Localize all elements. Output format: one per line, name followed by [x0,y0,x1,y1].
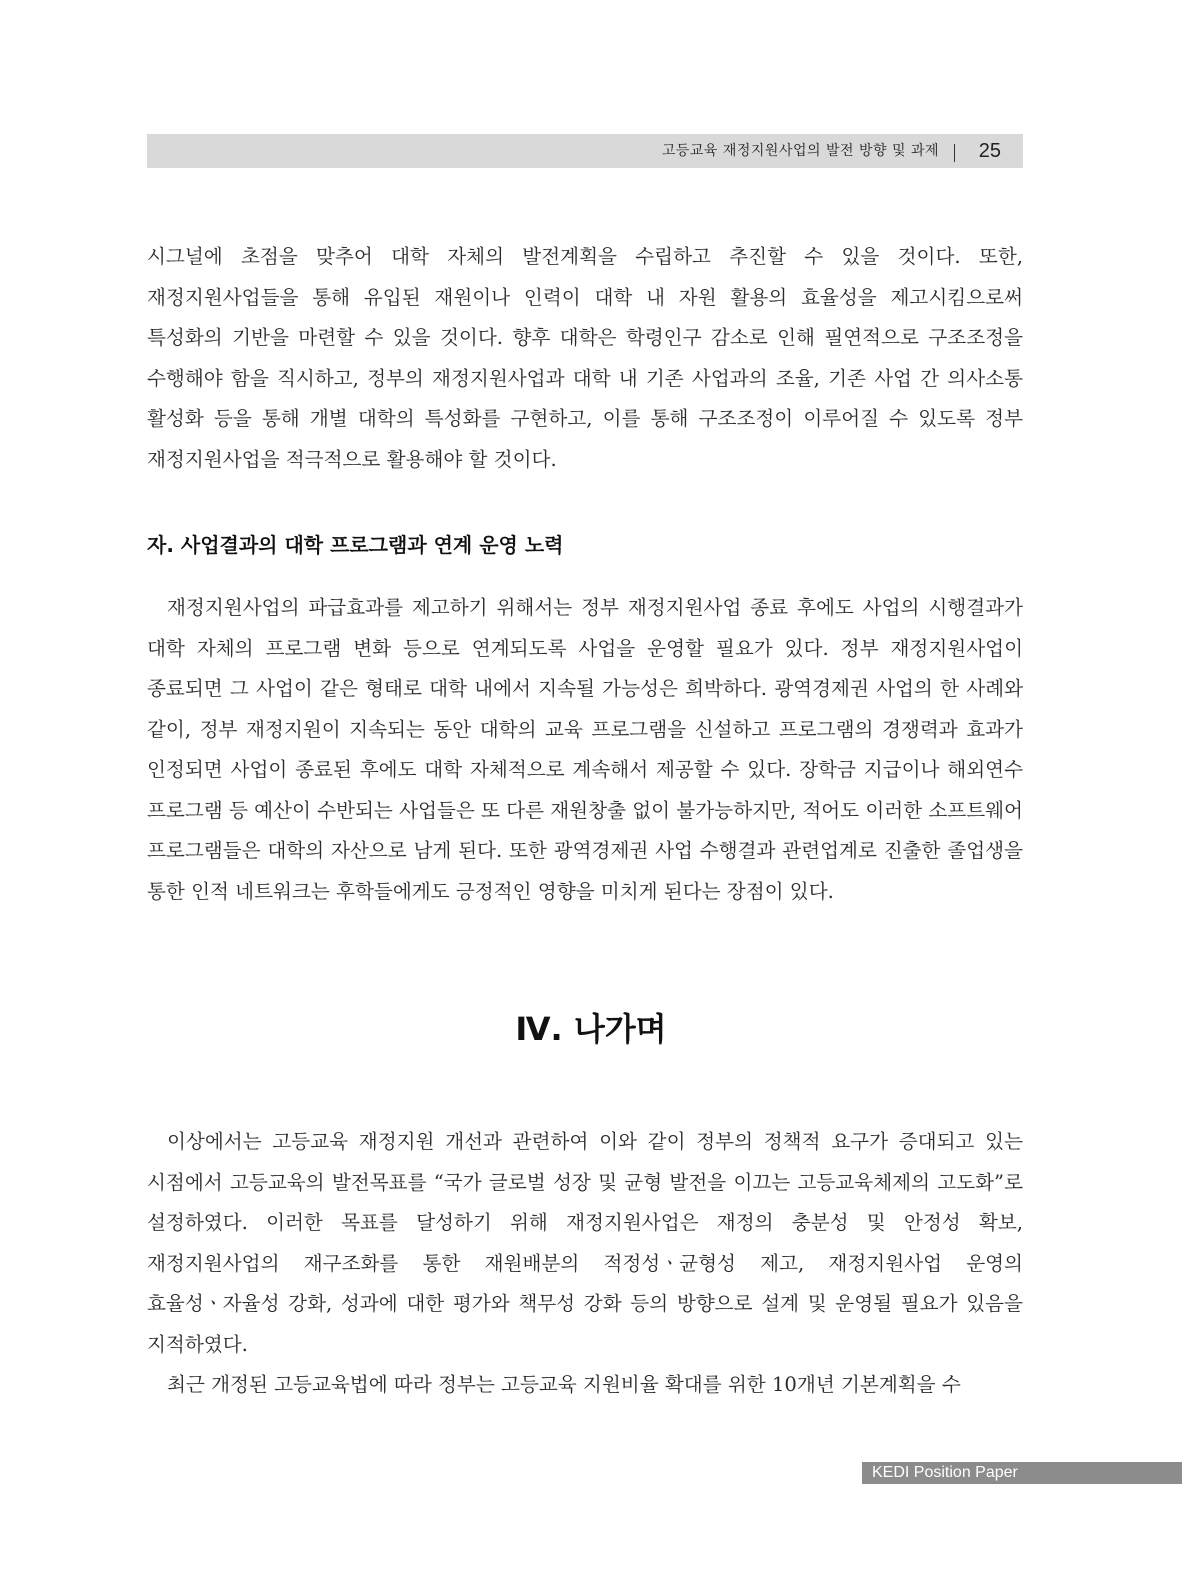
header-divider [954,144,955,162]
subsection-heading: 자. 사업결과의 대학 프로그램과 연계 운영 노력 [147,533,564,557]
body-block-3 [147,1122,1023,1406]
running-header [147,134,1023,168]
footer-band [862,1462,1182,1484]
body-block-2 [147,588,1023,912]
running-title: 고등교육 재정지원사업의 발전 방향 및 과제 [661,143,939,159]
paragraph-2: 재정지원사업의 파급효과를 제고하기 위해서는 정부 재정지원사업 종료 후에도 사업의 시행결과가 대학 자체의 프로그램 변화 등으로 연계되도록 사업을 운영할 필요가 있다. 정부 재정지원사업이 종료되면 그 사업이 같은 형태로 대학 내에서 지속될 가능성은 희박하다. 광역경제권 사업의 한 사례와 같이, 정부 재정지원이 지속되는 동안 대학의 교육 프로그램을 신설하고 프로그램의 경쟁력과 효과가 인정되면 사업이 종료된 후에도 대학 자체적으로 계속해서 제공할 수 있다. 장학금 지급이나 해외연수 프로그램 등 예산이 수반되는 사업들은 또 다른 재원창출 없이 불가능하지만, 적어도 이러한 소프트웨어 프로그램들은 대학의 자산으로 남게 된다. 또한 광역경제권 사업 수행결과 관련업계로 진출한 졸업생을 통한 인적 네트워크는 후학들에게도 긍정적인 영향을 미치게 된다는 장점이 있다. [147,596,1023,903]
paragraph-3: 이상에서는 고등교육 재정지원 개선과 관련하여 이와 같이 정부의 정책적 요구가 증대되고 있는 시점에서 고등교육의 발전목표를 “국가 글로벌 성장 및 균형 발전을 이끄는 고등교육체제의 고도화”로 설정하였다. 이러한 목표를 달성하기 위해 재정지원사업은 재정의 충분성 및 안정성 확보, 재정지원사업의 재구조화를 통한 재원배분의 적정성ㆍ균형성 제고, 재정지원사업 운영의 효율성ㆍ자율성 강화, 성과에 대한 평가와 책무성 강화 등의 방향으로 설계 및 운영될 필요가 있음을 지적하였다. [147,1130,1023,1356]
paragraph-1: 시그널에 초점을 맞추어 대학 자체의 발전계획을 수립하고 추진할 수 있을 것이다. 또한, 재정지원사업들을 통해 유입된 재원이나 인력이 대학 내 자원 활용의 효율성을 제고시킴으로써 특성화의 기반을 마련할 수 있을 것이다. 향후 대학은 학령인구 감소로 인해 필연적으로 구조조정을 수행해야 함을 직시하고, 정부의 재정지원사업과 대학 내 기존 사업과의 조율, 기존 사업 간 의사소통 활성화 등을 통해 개별 대학의 특성화를 구현하고, 이를 통해 구조조정이 이루어질 수 있도록 정부 재정지원사업을 적극적으로 활용해야 할 것이다. [147,245,1023,471]
body-block-1 [147,237,1023,480]
section-title: Ⅳ. 나가며 [515,1010,667,1048]
paragraph-4: 최근 개정된 고등교육법에 따라 정부는 고등교육 지원비율 확대를 위한 10개년 기본계획을 수 [167,1373,961,1396]
page-number: 25 [978,140,1001,162]
publication-name: KEDI Position Paper [872,1464,1018,1481]
